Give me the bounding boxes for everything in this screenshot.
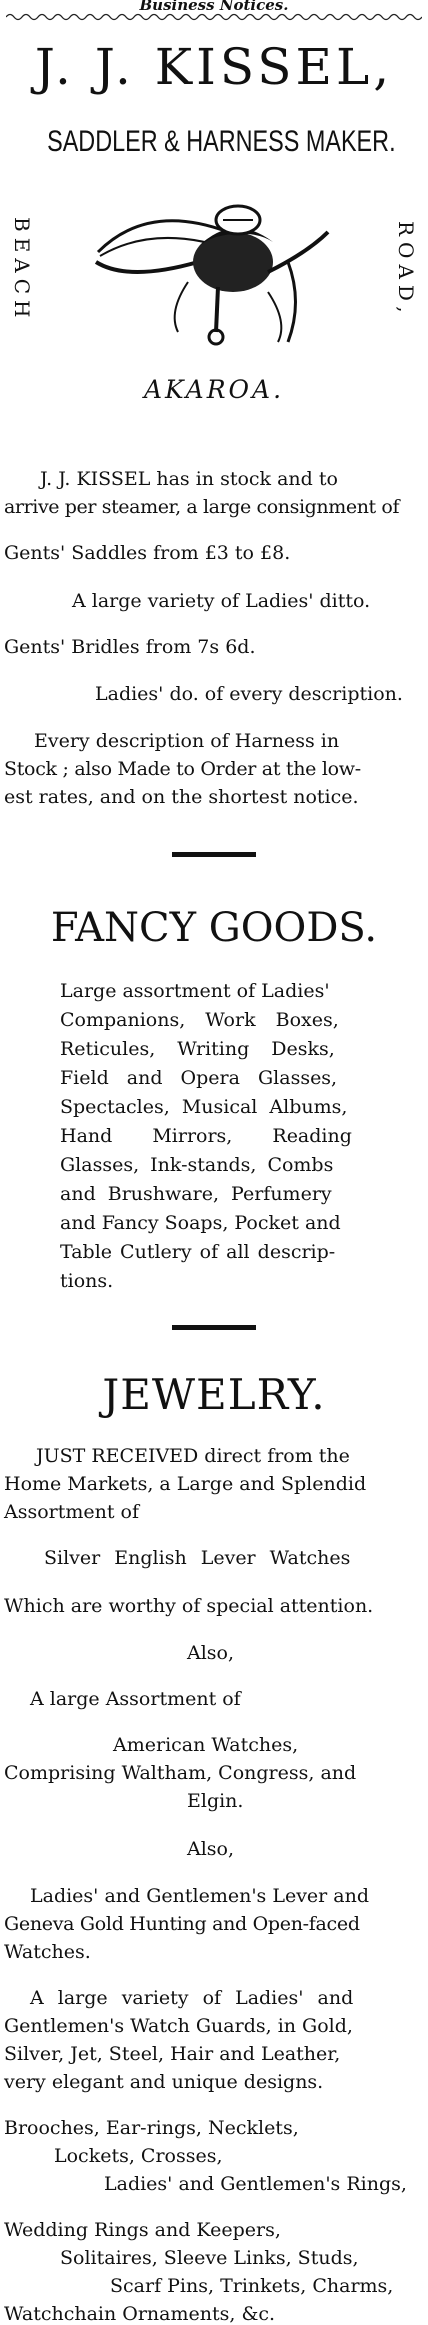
text-line: Also, xyxy=(187,1642,235,1664)
text-line: Large assortment of Ladies' xyxy=(60,980,330,1002)
text-line: Also, xyxy=(187,1838,235,1860)
text-line: Scarf Pins, Trinkets, Charms, xyxy=(110,2275,394,2297)
text-line: Gents' Saddles from £3 to £8. xyxy=(4,542,291,564)
text-line: A large variety of Ladies' and xyxy=(30,1987,354,2009)
text-line: Ladies' and Gentlemen's Lever and xyxy=(30,1885,370,1907)
address-left: BEACH xyxy=(10,216,34,324)
trade-title: SADDLER & HARNESS MAKER. xyxy=(47,125,396,158)
text-line: Which are worthy of special attention. xyxy=(4,1595,374,1617)
text-line: A large Assortment of xyxy=(30,1688,241,1710)
text-line: American Watches, xyxy=(113,1734,299,1756)
text-line: Stock ; also Made to Order at the low- xyxy=(4,758,361,780)
text-line: Field and Opera Glasses, xyxy=(60,1067,338,1089)
text-line: Silver, Jet, Steel, Hair and Leather, xyxy=(4,2043,341,2065)
text-line: Hand Mirrors, Reading xyxy=(60,1125,352,1147)
text-line: Ladies' and Gentlemen's Rings, xyxy=(104,2173,407,2195)
section-rule xyxy=(172,852,256,857)
proprietor-name: J. J. KISSEL, xyxy=(34,38,394,96)
text-line: and Fancy Soaps, Pocket and xyxy=(60,1212,341,1234)
text-line: Spectacles, Musical Albums, xyxy=(60,1096,348,1118)
text-line: J. J. KISSEL has in stock and to xyxy=(40,468,338,490)
text-line: Reticules, Writing Desks, xyxy=(60,1038,335,1060)
text-line: Geneva Gold Hunting and Open-faced xyxy=(4,1913,360,1935)
text-line: very elegant and unique designs. xyxy=(4,2071,324,2093)
fancy-goods-title: FANCY GOODS. xyxy=(50,905,378,951)
text-line: Wedding Rings and Keepers, xyxy=(4,2219,281,2241)
saddle-emblem-icon xyxy=(88,192,338,352)
text-line: Ladies' do. of every description. xyxy=(95,683,403,705)
text-line: Solitaires, Sleeve Links, Studs, xyxy=(60,2247,359,2269)
text-line: Lockets, Crosses, xyxy=(54,2145,223,2167)
text-line: Watchchain Ornaments, &c. xyxy=(4,2303,276,2325)
section-header: Business Notices. xyxy=(139,0,289,14)
jewelry-title: JEWELRY. xyxy=(102,1370,326,1419)
town-name: AKAROA. xyxy=(143,375,285,404)
text-line: Gentlemen's Watch Guards, in Gold, xyxy=(4,2015,353,2037)
section-rule xyxy=(172,1325,256,1330)
text-line: Comprising Waltham, Congress, and xyxy=(4,1762,357,1784)
text-line: A large variety of Ladies' ditto. xyxy=(72,590,371,612)
text-line: Table Cutlery of all descrip- xyxy=(60,1241,336,1263)
text-line: Watches. xyxy=(4,1941,91,1963)
text-line: and Brushware, Perfumery xyxy=(60,1183,332,1205)
text-line: Gents' Bridles from 7s 6d. xyxy=(4,636,256,658)
text-line: arrive per steamer, a large consignment of xyxy=(4,496,400,518)
text-line: Silver English Lever Watches xyxy=(44,1547,351,1569)
text-line: Companions, Work Boxes, xyxy=(60,1009,339,1031)
text-line: Assortment of xyxy=(4,1501,140,1523)
text-line: JUST RECEIVED direct from the xyxy=(36,1445,350,1467)
text-line: Brooches, Ear-rings, Necklets, xyxy=(4,2117,299,2139)
text-line: Glasses, Ink-stands, Combs xyxy=(60,1154,334,1176)
wavy-divider xyxy=(6,12,422,22)
text-line: est rates, and on the shortest notice. xyxy=(4,786,359,808)
text-line: tions. xyxy=(60,1270,114,1292)
text-line: Every description of Harness in xyxy=(34,730,340,752)
text-line: Elgin. xyxy=(187,1790,244,1812)
text-line: Home Markets, a Large and Splendid xyxy=(4,1473,367,1495)
address-right: ROAD, xyxy=(394,221,418,319)
